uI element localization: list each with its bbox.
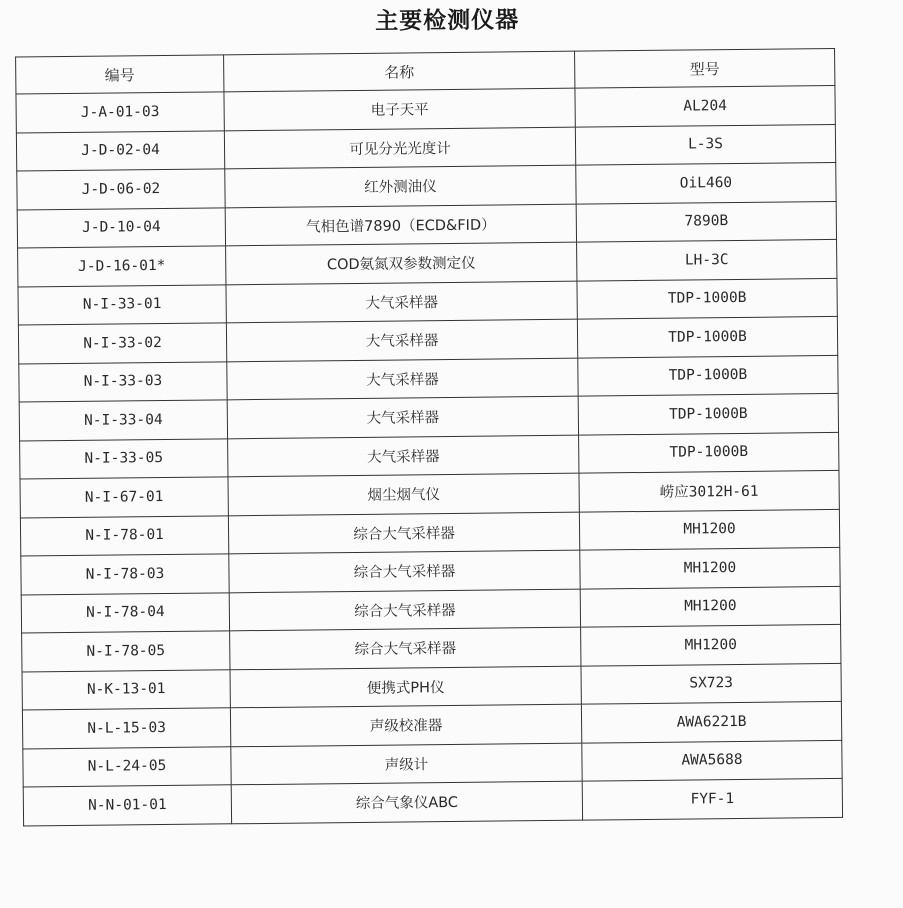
cell-code: J-A-01-03	[16, 92, 224, 133]
column-header-code: 编号	[16, 55, 224, 94]
cell-model: TDP-1000B	[578, 355, 838, 396]
cell-code: N-I-78-04	[21, 592, 229, 633]
cell-name: 综合大气采样器	[229, 550, 580, 592]
cell-name: 可见分光光度计	[224, 127, 575, 169]
cell-model: MH1200	[580, 586, 840, 627]
column-header-name: 名称	[224, 51, 575, 92]
column-header-model: 型号	[575, 48, 835, 88]
cell-model: TDP-1000B	[578, 393, 838, 434]
cell-model: AWA6221B	[581, 701, 841, 742]
cell-code: N-I-33-02	[18, 323, 226, 364]
cell-name: 大气采样器	[227, 396, 578, 438]
cell-model: AWA5688	[582, 740, 842, 781]
cell-model: OiL460	[576, 162, 836, 203]
cell-name: 综合大气采样器	[229, 589, 580, 631]
cell-name: 声级校准器	[230, 704, 581, 746]
cell-code: N-L-15-03	[22, 708, 230, 749]
cell-model: AL204	[575, 85, 835, 126]
cell-name: 红外测油仪	[225, 165, 576, 207]
cell-name: 大气采样器	[227, 358, 578, 400]
cell-model: TDP-1000B	[577, 316, 837, 357]
cell-model: MH1200	[579, 509, 839, 550]
cell-name: 便携式PH仪	[230, 666, 581, 708]
cell-code: N-I-67-01	[20, 477, 228, 518]
cell-model: TDP-1000B	[577, 278, 837, 319]
cell-name: 声级计	[231, 743, 582, 785]
cell-name: 大气采样器	[226, 281, 577, 323]
page-title: 主要检测仪器	[375, 7, 520, 35]
cell-model: L-3S	[575, 124, 835, 165]
cell-name: 综合气象仪ABC	[231, 781, 582, 823]
cell-code: N-I-33-01	[18, 284, 226, 325]
table-body	[16, 85, 843, 825]
cell-model: TDP-1000B	[579, 432, 839, 473]
cell-code: N-I-78-05	[22, 631, 230, 672]
cell-code: J-D-06-02	[17, 169, 225, 210]
cell-name: 气相色谱7890（ECD&FID）	[225, 204, 576, 246]
cell-model: SX723	[581, 663, 841, 704]
cell-code: N-K-13-01	[22, 669, 230, 710]
cell-code: N-I-78-03	[21, 554, 229, 595]
table-row	[23, 778, 842, 825]
cell-name: 大气采样器	[228, 435, 579, 477]
cell-code: N-L-24-05	[23, 746, 231, 787]
cell-code: N-I-33-04	[19, 400, 227, 441]
cell-name: COD氨氮双参数测定仪	[226, 242, 577, 284]
cell-name: 综合大气采样器	[230, 627, 581, 669]
cell-code: N-I-33-05	[20, 438, 228, 479]
cell-name: 综合大气采样器	[228, 512, 579, 554]
cell-code: J-D-02-04	[16, 130, 224, 171]
cell-model: 7890B	[576, 201, 836, 242]
cell-code: N-N-01-01	[23, 785, 231, 826]
cell-code: J-D-10-04	[17, 207, 225, 248]
cell-model: 崂应3012H-61	[579, 470, 839, 511]
cell-model: FYF-1	[582, 778, 842, 819]
cell-code: N-I-78-01	[20, 515, 228, 556]
cell-name: 电子天平	[224, 88, 575, 130]
cell-model: MH1200	[581, 624, 841, 665]
cell-code: J-D-16-01*	[18, 246, 226, 287]
instrument-table	[15, 48, 843, 826]
cell-name: 烟尘烟气仪	[228, 473, 579, 515]
cell-model: MH1200	[580, 547, 840, 588]
cell-name: 大气采样器	[226, 319, 577, 361]
cell-model: LH-3C	[577, 239, 837, 280]
cell-code: N-I-33-03	[19, 361, 227, 402]
